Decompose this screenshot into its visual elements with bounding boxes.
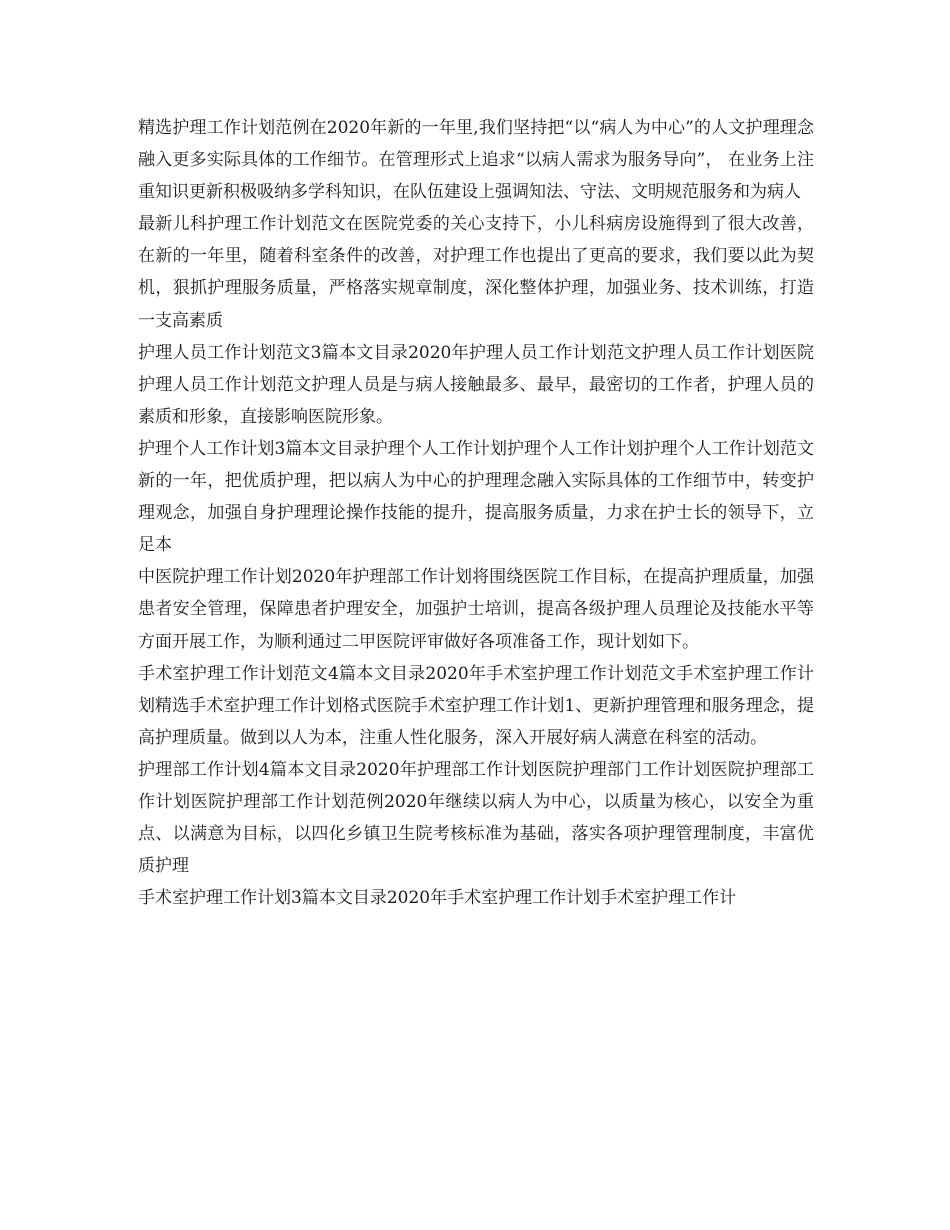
- paragraph-1: 精选护理工作计划范例在2020年新的一年里,我们坚持把“以“病人为中心”的人文护理理念融入更多实际具体的工作细节。在管理形式上追求“以病人需求为服务导向”， 在业务上注重知识更新积极吸纳多学科知识，在队伍建设上强调知法、守法、文明规范服务和为病人: [138, 118, 814, 203]
- paragraph-3: 护理人员工作计划范文3篇本文目录2020年护理人员工作计划范文护理人员工作计划医院护理人员工作计划范文护理人员是与病人接触最多、最早，最密切的工作者，护理人员的素质和形象，直接影响医院形象。: [138, 342, 814, 427]
- paragraph-4: 护理个人工作计划3篇本文目录护理个人工作计划护理个人工作计划护理个人工作计划范文新的一年，把优质护理，把以病人为中心的护理理念融入实际具体的工作细节中，转变护理观念，加强自身护理理论操作技能的提升，提高服务质量，力求在护士长的领导下，立足本: [138, 438, 814, 556]
- paragraph-6: 手术室护理工作计划范文4篇本文目录2020年手术室护理工作计划范文手术室护理工作计划精选手术室护理工作计划格式医院手术室护理工作计划1、更新护理管理和服务理念，提高护理质量。做到以人为本，注重人性化服务，深入开展好病人满意在科室的活动。: [138, 663, 814, 748]
- paragraph-8: 手术室护理工作计划3篇本文目录2020年手术室护理工作计划手术室护理工作计: [138, 888, 737, 909]
- paragraph-5: 中医院护理工作计划2020年护理部工作计划将围绕医院工作目标，在提高护理质量，加强患者安全管理，保障患者护理安全，加强护士培训，提高各级护理人员理论及技能水平等方面开展工作，为顺利通过二甲医院评审做好各项准备工作，现计划如下。: [138, 567, 814, 652]
- paragraph-7: 护理部工作计划4篇本文目录2020年护理部工作计划医院护理部门工作计划医院护理部工作计划医院护理部工作计划范例2020年继续以病人为中心，以质量为核心，以安全为重点、以满意为目标，以四化乡镇卫生院考核标准为基础，落实各项护理管理制度，丰富优质护理: [138, 759, 814, 877]
- paragraph-2: 最新儿科护理工作计划范文在医院党委的关心支持下，小儿科病房设施得到了很大改善，在新的一年里，随着科室条件的改善，对护理工作也提出了更高的要求，我们要以此为契机，狠抓护理服务质量，严格落实规章制度，深化整体护理，加强业务、技术训练，打造一支高素质: [138, 214, 814, 331]
- document-body: [138, 112, 814, 914]
